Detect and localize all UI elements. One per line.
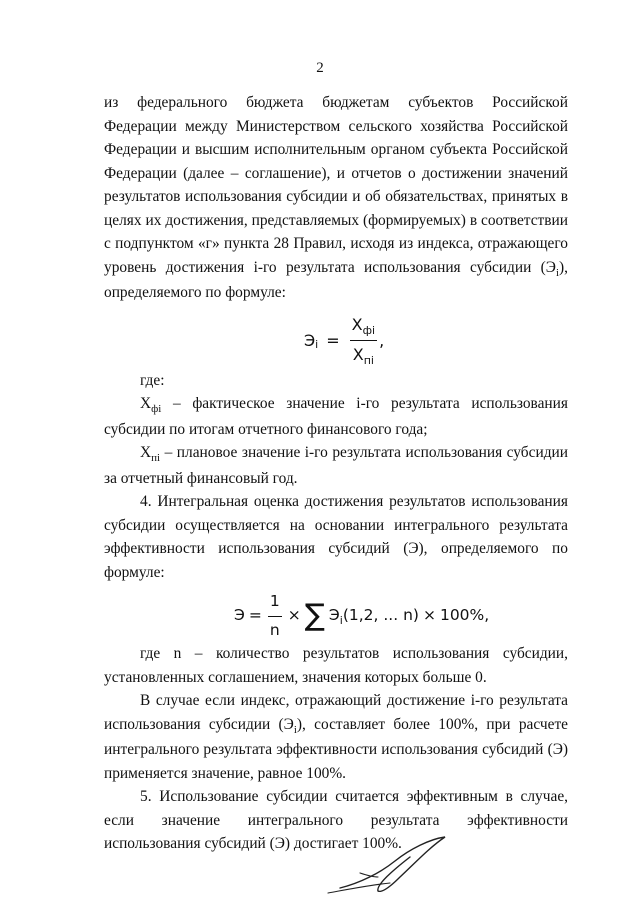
formula2-times: × xyxy=(287,606,301,625)
body-text xyxy=(104,91,568,856)
formula2-equals: = xyxy=(248,606,262,625)
formula-integral xyxy=(104,584,568,642)
definition-fact xyxy=(104,392,568,441)
formula1-den-sub: пi xyxy=(363,354,374,367)
case-text-end: ), составляет более 100%, при расчете интегрального результата эффективности использования субсидий (Э) применяется значение, равное 100%. xyxy=(104,715,569,782)
formula1-denominator: X xyxy=(352,345,364,364)
formula2-denominator: n xyxy=(269,620,280,639)
definition-plan xyxy=(104,441,568,490)
fact-sub: фi xyxy=(151,403,162,415)
intro-text: из федерального бюджета бюджетам субъектов Российской Федерации между Министерством сельского хозяйства Российской Федерации и высшим исполнительным органом субъекта Российской Федерации (далее – соглашение), и отчетов о достижении значений результатов использования субсидии и об обязательствах, принятых в целях их достижения, представляемых (формируемых) в соответствии с подпунктом «г» пункта 28 Правил, исходя из индекса, отражающего уровень достижения i-го результата использования субсидии (Э xyxy=(104,94,568,276)
paragraph-case xyxy=(104,689,568,785)
formula2-numerator: 1 xyxy=(268,590,282,617)
formula2-percent: 100%, xyxy=(439,606,490,625)
formula2-fraction xyxy=(268,590,282,642)
plan-var: X xyxy=(140,444,152,461)
paragraph-5: 5. Использование субсидии считается эффективным в случае, если значение интегрального результата эффективности использования субсидий (Э) достигает 100%. xyxy=(104,788,568,852)
where-label: где: xyxy=(140,371,165,389)
formula2-times-2: × xyxy=(422,606,436,625)
intro-text-end: ), определяемого по формуле: xyxy=(104,258,568,301)
plan-text: – плановое значение i-го результата использования субсидии за отчетный финансовый год. xyxy=(104,444,568,487)
page-number: 2 xyxy=(316,60,324,76)
formula2-term: Э xyxy=(328,605,340,624)
paragraph-where-n: где n – количество результатов использования субсидии, установленных соглашением, значения которых больше 0. xyxy=(104,645,568,686)
plan-sub: пi xyxy=(151,452,161,464)
case-sub: i xyxy=(293,723,297,736)
fact-text: – фактическое значение i-го результата использования субсидии по итогам отчетного финансового года; xyxy=(104,395,568,438)
formula2-args: (1,2, ... n) xyxy=(342,605,419,624)
formula1-lhs-sub: i xyxy=(315,337,319,351)
formula1-lhs: Э xyxy=(304,330,316,350)
formula1-numerator: X xyxy=(351,314,363,334)
signature-icon xyxy=(320,833,460,903)
signature xyxy=(320,833,460,908)
sum-icon: ∑ xyxy=(304,598,325,633)
case-text: В случае если индекс, отражающий достижение i-го результата использования субсидии (Э xyxy=(104,692,568,733)
formula1-comma: , xyxy=(379,330,385,350)
fact-var: X xyxy=(140,395,152,412)
formula-index xyxy=(104,305,568,369)
formula1-num-sub: фi xyxy=(362,323,376,337)
formula2-term-sub: i xyxy=(339,613,343,627)
intro-subscript: i xyxy=(555,266,560,279)
paragraph-intro xyxy=(104,91,568,305)
formula2-lhs: Э xyxy=(234,606,245,625)
formula1-fraction xyxy=(350,313,377,369)
formula1-equals: = xyxy=(326,330,340,350)
paragraph-4: 4. Интегральная оценка достижения результатов использования субсидии осуществляется на основании интегрального результата эффективности использования субсидий (Э), определяемого по формуле: xyxy=(104,493,568,581)
